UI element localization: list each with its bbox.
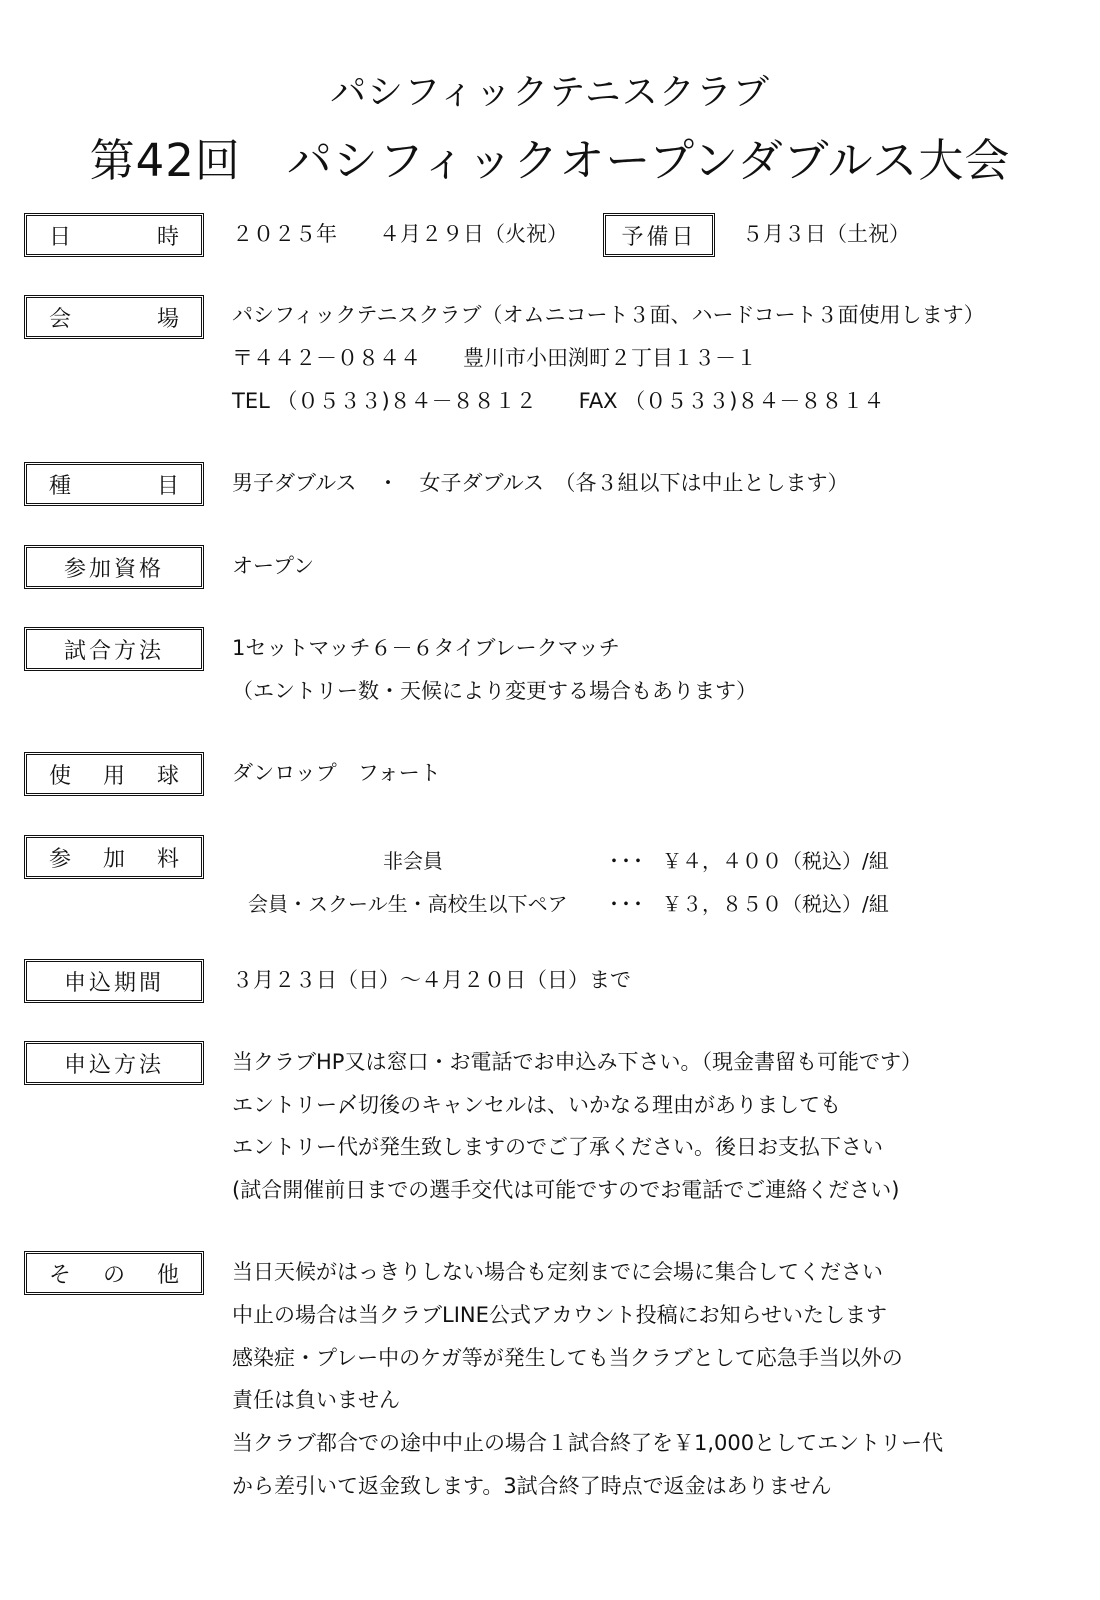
label-text: 参加資格 <box>63 556 164 582</box>
other-line: から差引いて返金致します。3試合終了時点で返金はありません <box>232 1474 832 1498</box>
other-line: 当日天候がはっきりしない場合も定刻までに会場に集合してください <box>232 1260 883 1284</box>
label-char: そ <box>49 1262 72 1288</box>
label-fee <box>24 835 204 879</box>
method-line: 当クラブHP又は窓口・お電話でお申込み下さい。（現金書留も可能です） <box>232 1050 922 1074</box>
events-text: 男子ダブルス ・ 女子ダブルス （各３組以下は中止とします） <box>232 471 849 495</box>
eligibility-text: オープン <box>232 554 315 578</box>
label-text: 申込期間 <box>63 970 164 996</box>
label-events <box>24 462 204 506</box>
method-line: エントリー〆切後のキャンセルは、いかなる理由がありましても <box>232 1093 841 1117</box>
fee-amount-member: ￥３，８５０（税込）/組 <box>662 892 889 916</box>
label-char: 目 <box>156 473 179 499</box>
label-match-format <box>24 627 204 671</box>
period-text: ３月２３日（日）～４月２０日（日）まで <box>232 968 631 992</box>
label-eligibility <box>24 545 204 589</box>
venue-name: パシフィックテニスクラブ（オムニコート３面、ハードコート３面使用します） <box>232 303 985 327</box>
other-line: 感染症・プレー中のケガ等が発生しても当クラブとして応急手当以外の <box>232 1346 903 1370</box>
label-entry-method <box>24 1041 204 1085</box>
label-char: の <box>102 1262 125 1288</box>
format-note: （エントリー数・天候により変更する場合もあります） <box>232 679 757 703</box>
label-char: 料 <box>156 846 179 872</box>
label-char: 参 <box>49 846 72 872</box>
label-datetime <box>24 213 204 257</box>
label-char: 他 <box>156 1262 179 1288</box>
other-line: 当クラブ都合での途中中止の場合１試合終了を￥1,000としてエントリー代 <box>232 1431 944 1455</box>
label-reserve-day: 予備日 <box>603 213 715 257</box>
fee-dots: ･･･ <box>609 849 645 873</box>
ball-text: ダンロップ フォート <box>232 761 441 785</box>
venue-phone-fax: TEL （０５３３)８４－８８１２ FAX （０５３３)８４－８８１４ <box>232 389 885 413</box>
other-line: 責任は負いません <box>232 1388 400 1412</box>
method-line: エントリー代が発生致しますのでご了承ください。後日お支払下さい <box>232 1135 883 1159</box>
label-entry-period <box>24 959 204 1003</box>
label-char: 用 <box>102 763 125 789</box>
page-title: 第42回 パシフィックオープンダブルス大会 <box>89 134 1011 187</box>
method-line: (試合開催前日までの選手交代は可能ですのでお電話でご連絡ください) <box>232 1178 900 1202</box>
label-venue <box>24 295 204 339</box>
event-date: ２０２５年 ４月２９日（火祝） <box>232 222 568 246</box>
fee-name-member: 会員・スクール生・高校生以下ペア <box>248 892 568 916</box>
label-char: 場 <box>156 306 179 332</box>
label-char: 時 <box>156 224 179 250</box>
reserve-date: ５月３日（土祝） <box>742 222 910 246</box>
club-name: パシフィックテニスクラブ <box>330 72 770 113</box>
label-char: 種 <box>49 473 72 499</box>
fee-dots: ･･･ <box>609 892 645 916</box>
label-char: 球 <box>156 763 179 789</box>
fee-amount-nonmember: ￥４，４００（税込）/組 <box>662 849 889 873</box>
label-char: 使 <box>49 763 72 789</box>
label-text: 申込方法 <box>63 1052 164 1078</box>
format-line: 1セットマッチ６－６タイブレークマッチ <box>232 636 620 660</box>
venue-address: 〒４４２－０８４４ 豊川市小田渕町２丁目１３－１ <box>232 346 757 370</box>
fee-name-nonmember: 非会員 <box>383 849 443 873</box>
label-text: 試合方法 <box>63 638 164 664</box>
label-ball <box>24 752 204 796</box>
label-char: 加 <box>102 846 125 872</box>
label-other <box>24 1251 204 1295</box>
label-char: 日 <box>49 224 72 250</box>
other-line: 中止の場合は当クラブLINE公式アカウント投稿にお知らせいたします <box>232 1303 888 1327</box>
label-char: 会 <box>49 306 72 332</box>
